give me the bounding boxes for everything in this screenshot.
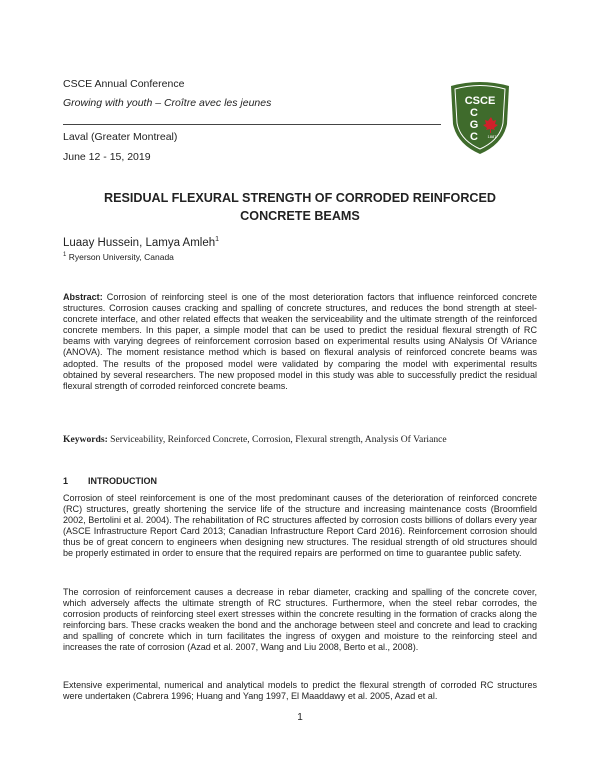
author-sup: 1 [215, 236, 220, 243]
keywords-text: Serviceability, Reinforced Concrete, Corrosion, Flexural strength, Analysis Of Variance [107, 434, 447, 445]
section-title: INTRODUCTION [88, 476, 158, 486]
csce-logo [447, 80, 513, 156]
svg-text:C: C [470, 107, 478, 119]
section-heading [63, 476, 157, 486]
author-names: Luaay Hussein, Lamya Amleh [63, 236, 216, 249]
affiliation [63, 252, 174, 262]
abstract [63, 292, 537, 392]
conference-name: CSCE Annual Conference [63, 78, 185, 90]
keywords [63, 434, 537, 445]
paper-title [0, 189, 600, 225]
svg-text:CSCE: CSCE [464, 95, 496, 107]
intro-paragraph-2: The corrosion of reinforcement causes a decrease in rebar diameter, cracking and spalling of the concrete cover, which adversely affects the ultimate strength of RC structures. Furthermore, when the steel rebar corrodes, the corrosion products of reinforcing steel exert stresses within the concrete resulting in the formation of cracks along the reinforcing bars. These cracks weaken the bond and the anchorage between steel and concrete and lead to cracking and spalling of concrete which in turn facilitates the ingress of oxygen and moisture to the reinforcing steel and increases the rate of corrosion (Azad et al. 2007, Wang and Liu 2008, Berto et al., 2008). [63, 587, 537, 653]
section-number: 1 [63, 476, 69, 486]
keywords-label: Keywords: [63, 434, 108, 445]
title-line-2: CONCRETE BEAMS [240, 209, 360, 223]
title-line-1: RESIDUAL FLEXURAL STRENGTH OF CORRODED REINFORCED [103, 191, 497, 205]
affiliation-sup: 1 [63, 252, 67, 259]
intro-paragraph-3: Extensive experimental, numerical and analytical models to predict the flexural strength of corroded RC structures were undertaken (Cabrera 1996; Huang and Yang 1997, El Maaddawy et al. 2005, Azad et al. [63, 680, 537, 702]
page-number: 1 [297, 712, 303, 723]
intro-paragraph-1: Corrosion of steel reinforcement is one of the most predominant causes of the deterioration of reinforced concrete (RC) structures, greatly shortening the service life of the structure and increasing maintenance costs (Broomfield 2002, Bertolini et al. 2004). The rehabilitation of RC structures affected by corrosion costs billions of dollars every year (ASCE Infrastructure Report Card 2013; Canadian Infrastructure Report Card 2016). Reinforcement corrosion should thus be of great concern to engineers when designing new structures. The residual strength of old structures should be properly estimated in order to ensure that the required repairs are performed on time to guarantee public safety. [63, 493, 537, 559]
conference-location: Laval (Greater Montreal) [63, 131, 178, 143]
abstract-text: Corrosion of reinforcing steel is one of the most deterioration factors that influence reinforced concrete structures. Corrosion causes cracking and spalling of concrete structures, and reduces the bond strength at steel-concrete interface, and other related effects that weaken the serviceability and the ultimate strength of the reinforced concrete members. In this paper, a simple model that can be used to predict the residual flexural strength of RC beams with varying degrees of reinforcement corrosion based on experimental results using ANalysis Of VAriance (ANOVA). The moment resistance method which is based on flexural analysis of reinforced concrete beams was adopted. The results of the proposed model were validated by comparing the model with experimental results obtained by several researchers. The new proposed model in this study was able to successfully predict the residual flexural strength of corroded reinforced concrete beams. [63, 292, 537, 391]
conference-dates: June 12 - 15, 2019 [63, 151, 151, 163]
svg-text:1887: 1887 [487, 134, 497, 139]
header-divider [63, 124, 441, 125]
conference-tagline: Growing with youth – Croître avec les jeunes [63, 97, 272, 109]
svg-text:G: G [469, 119, 479, 131]
affiliation-text: Ryerson University, Canada [66, 252, 174, 262]
abstract-label: Abstract: [63, 292, 103, 302]
authors [63, 236, 219, 249]
svg-text:C: C [470, 131, 478, 143]
